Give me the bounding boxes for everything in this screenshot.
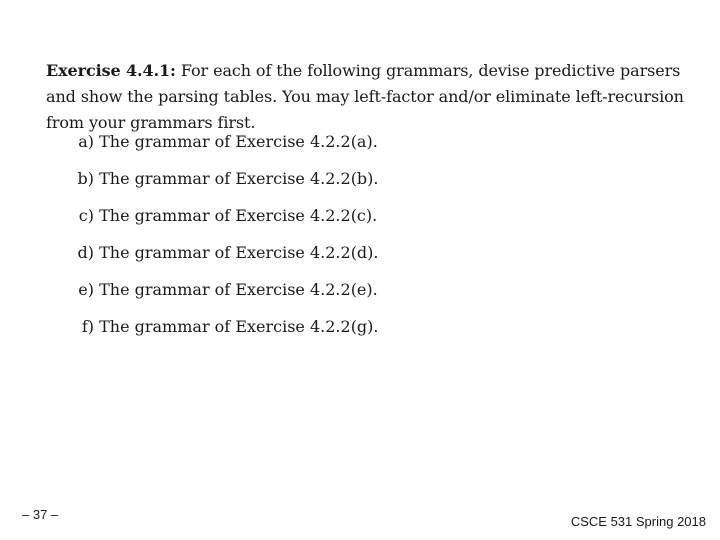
item-text: The grammar of Exercise 4.2.2(c).: [99, 206, 378, 225]
item-text: The grammar of Exercise 4.2.2(b).: [99, 169, 379, 188]
exercise-intro: For each of the following grammars, devise predictive parsers and show the parsing tables. You may left-factor and/or eliminate left-recursion from your grammars first.: [46, 61, 684, 132]
item-label: e): [78, 280, 94, 299]
item-text: The grammar of Exercise 4.2.2(g).: [99, 317, 379, 336]
item-text: The grammar of Exercise 4.2.2(d).: [99, 243, 379, 262]
item-text: The grammar of Exercise 4.2.2(a).: [99, 132, 378, 151]
list-item: [64, 203, 379, 240]
item-label: b): [77, 169, 94, 188]
page-number: – 37 –: [22, 507, 59, 522]
exercise-heading: Exercise 4.4.1:: [46, 61, 176, 80]
item-text: The grammar of Exercise 4.2.2(e).: [99, 280, 378, 299]
exercise-item-list: [64, 129, 379, 351]
item-label: c): [78, 206, 94, 225]
exercise-statement: [46, 58, 706, 136]
item-label: d): [77, 243, 94, 262]
list-item: [64, 277, 379, 314]
list-item: [64, 314, 379, 351]
item-label: a): [78, 132, 94, 151]
list-item: [64, 240, 379, 277]
list-item: [64, 166, 379, 203]
course-footer: CSCE 531 Spring 2018: [570, 514, 706, 529]
item-label: f): [81, 317, 94, 336]
list-item: [64, 129, 379, 166]
